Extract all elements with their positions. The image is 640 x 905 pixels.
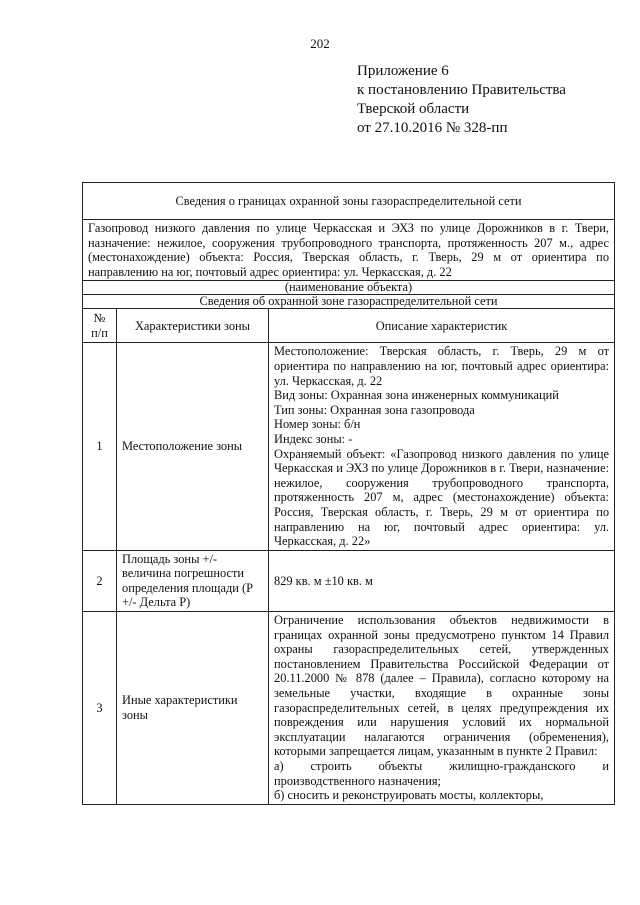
table-title: Сведения о границах охранной зоны газораспределительной сети bbox=[83, 183, 615, 220]
appendix-line-2: к постановлению Правительства bbox=[357, 82, 566, 98]
header-characteristic: Характеристики зоны bbox=[117, 309, 269, 343]
appendix-line-3: Тверской области bbox=[357, 101, 470, 117]
section-title: Сведения об охранной зоне газораспределительной сети bbox=[83, 295, 615, 309]
page-number: 202 bbox=[310, 36, 330, 51]
description-line: Охраняемый объект: «Газопровод низкого давления по улице Черкасская и ЭХЗ по улице Дорожников в г. Твери, назначение: нежилое, сооружения трубопроводного транспорта, протяженность 207 м, адрес (местонахождение) объекта: Россия, Тверская область, г. Тверь, 29 м от ориентира по направлению на юг, почтовый адрес ориентира: ул. Черкасская, д. 22» bbox=[274, 446, 610, 549]
appendix-line-4: от 27.10.2016 № 328-пп bbox=[357, 120, 508, 136]
row-characteristic: Иные характеристики зоны bbox=[117, 612, 269, 805]
row-description bbox=[269, 343, 615, 550]
appendix-line-1: Приложение 6 bbox=[357, 63, 449, 79]
description-line: Индекс зоны: - bbox=[274, 431, 353, 446]
protection-zone-table bbox=[82, 182, 615, 805]
description-line: Ограничение использования объектов недвижимости в границах охранной зоны предусмотрено пунктом 14 Правил охраны газораспределительных сетей, утвержденных постановлением Правительства Российской Федерации от 20.11.2000 № 878 (далее – Правила), согласно которому на земельные участки, входящие в охранные зоны газораспределительных сетей, в целях предупреждения их повреждения или нарушения условий их нормальной эксплуатации налагаются ограничения (обременения), которыми запрещается лицам, указанным в пункте 2 Правил: bbox=[274, 613, 610, 759]
table-row bbox=[83, 612, 615, 805]
description-line: Тип зоны: Охранная зона газопровода bbox=[274, 402, 475, 417]
row-number: 1 bbox=[83, 343, 117, 550]
appendix-header bbox=[357, 62, 566, 138]
row-number: 3 bbox=[83, 612, 117, 805]
object-description: Газопровод низкого давления по улице Черкасская и ЭХЗ по улице Дорожников в г. Твери, назначение: нежилое, сооружения трубопроводного транспорта, протяженность 207 м., адрес (местонахождение) объекта: Россия, Тверская область, г. Тверь, 29 м от ориентира по направлению на юг, почтовый адрес ориентира: ул. Черкасская, д. 22 bbox=[83, 220, 615, 281]
description-line: а) строить объекты жилищно-гражданского и производственного назначения; bbox=[274, 759, 610, 788]
description-line: 829 кв. м ±10 кв. м bbox=[274, 573, 373, 588]
description-line: Номер зоны: б/н bbox=[274, 417, 361, 432]
row-description bbox=[269, 550, 615, 611]
row-characteristic: Площадь зоны +/- величина погрешности определения площади (Р +/- Дельта Р) bbox=[117, 550, 269, 611]
description-line: Вид зоны: Охранная зона инженерных коммуникаций bbox=[274, 388, 559, 403]
table-row bbox=[83, 550, 615, 611]
row-characteristic: Местоположение зоны bbox=[117, 343, 269, 550]
table-row bbox=[83, 343, 615, 550]
header-num: № п/п bbox=[83, 309, 117, 343]
row-number: 2 bbox=[83, 550, 117, 611]
row-description bbox=[269, 612, 615, 805]
header-description: Описание характеристик bbox=[269, 309, 615, 343]
description-line: Местоположение: Тверская область, г. Тверь, 29 м от ориентира по направлению на юг, почтовый адрес ориентира: ул. Черкасская, д. 22 bbox=[274, 344, 610, 388]
description-line: б) сносить и реконструировать мосты, коллекторы, bbox=[274, 788, 544, 803]
object-caption: (наименование объекта) bbox=[83, 281, 615, 295]
